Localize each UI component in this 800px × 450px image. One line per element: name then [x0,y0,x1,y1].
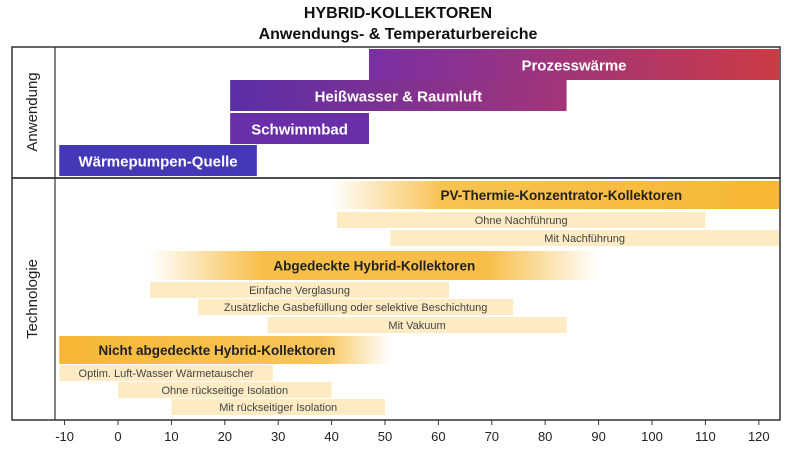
x-tick-label: 100 [641,429,663,444]
x-tick-label: 30 [270,429,286,444]
panel-label-technologie: Technologie [24,258,41,340]
application-bar-label: Heißwasser & Raumluft [314,88,483,106]
x-tick-label: 0 [114,429,122,444]
x-tick-label: 90 [591,429,606,444]
x-tick-label: 50 [377,429,393,444]
application-bar-label: Schwimmbad [251,121,348,139]
chart-title: HYBRID-KOLLEKTOREN [303,5,493,22]
x-axis [55,420,769,444]
technology-variant-label: Mit Nachführung [544,233,626,245]
application-bar-label: Prozesswärme [521,57,627,75]
x-tick-label: 80 [537,429,553,444]
x-tick-label: 120 [747,429,770,444]
x-tick-label: 10 [164,429,179,444]
chart-subtitle: Anwendungs- & Temperaturbereiche [258,26,538,43]
x-tick-label: 110 [695,429,716,444]
x-tick-label: 70 [484,429,500,444]
technology-group-label: PV-Thermie-Konzentrator-Kollektoren [440,188,683,203]
x-tick-label: 40 [324,429,339,444]
technology-variant-label: Ohne rückseitige Isolation [161,385,289,397]
x-tick-label: 60 [431,429,446,444]
technology-variant-label: Optim. Luft-Wasser Wärmetauscher [78,368,254,380]
technology-group-label: Abgedeckte Hybrid-Kollektoren [273,258,476,274]
x-tick-label: 20 [217,429,233,444]
x-tick-label: -10 [55,429,74,444]
application-bar-label: Wärmepumpen-Quelle [78,153,238,171]
technology-variant-label: Ohne Nachführung [474,215,568,227]
technology-group-label: Nicht abgedeckte Hybrid-Kollektoren [98,343,336,358]
technology-variant-label: Mit Vakuum [388,320,446,332]
panel-label-anwendung: Anwendung [24,72,41,152]
technology-variant-label: Mit rückseitiger Isolation [219,402,338,414]
technology-variant-label: Zusätzliche Gasbefüllung oder selektive Beschichtung [223,302,488,314]
technology-variant-label: Einfache Verglasung [249,285,351,297]
